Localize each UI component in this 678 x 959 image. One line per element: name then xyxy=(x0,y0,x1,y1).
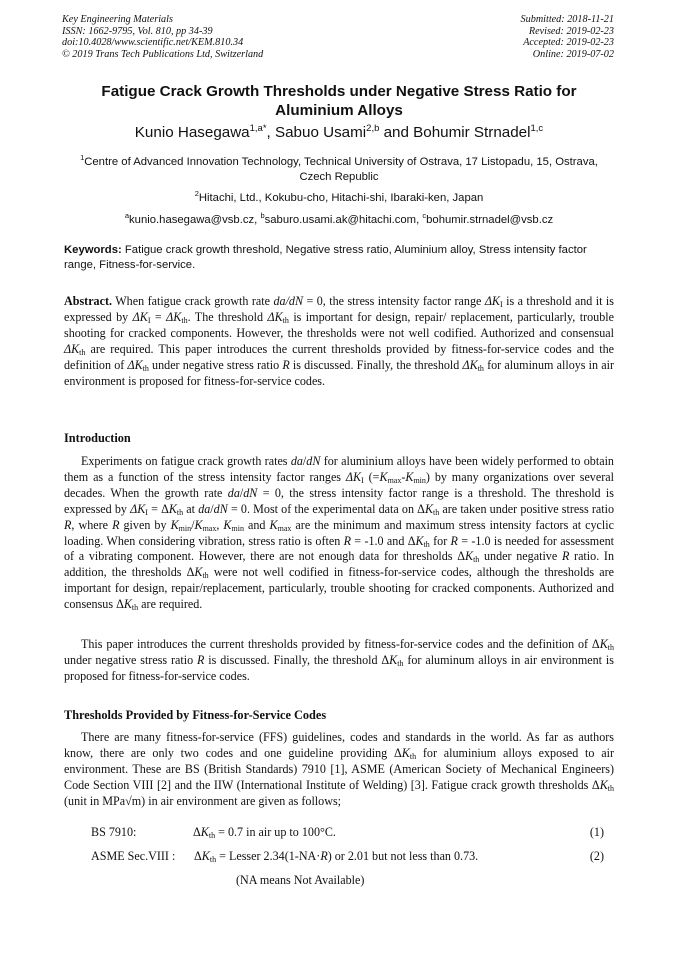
math-sub: th xyxy=(208,831,216,840)
math-sub: max xyxy=(202,523,217,533)
math-sub: min xyxy=(231,523,244,533)
math-var: ΔK xyxy=(127,357,143,372)
math-var: R xyxy=(561,549,570,564)
text-run: ratio. In addition, the thresholds Δ xyxy=(64,549,615,580)
math-var: K xyxy=(415,533,424,548)
math-var: K xyxy=(194,565,203,580)
keywords-label: Keywords: xyxy=(64,244,122,256)
text-run: - xyxy=(401,469,406,484)
math-var: K xyxy=(201,849,210,863)
text-run: = 0, the stress intensity factor range is a threshold. The threshold is expressed by xyxy=(64,485,614,516)
text-run: are the minimum and maximum stress intensity factors at cyclic loading. When considering vibration, stress ratio is often xyxy=(64,517,614,548)
text-run: were not well codified in fitness-for-service codes, although the thresholds are important for design, repair/replacement, particularly, trouble shooting for cracked components. Authorized and consensus Δ xyxy=(64,565,614,612)
author-separator: , xyxy=(266,124,275,142)
online-date: Online: 2019-07-02 xyxy=(532,48,614,60)
math-var: R xyxy=(64,517,72,532)
math-var: K xyxy=(269,517,278,532)
text-run: ) or 2.01 but not less than 0.73. xyxy=(327,849,479,863)
math-sub: th xyxy=(423,539,430,549)
math-symbol: Δ xyxy=(194,849,202,863)
email-address: bohumir.strnadel@vsb.cz xyxy=(426,213,554,226)
affiliation-mark: 1 xyxy=(80,153,85,162)
math-var: R xyxy=(197,652,205,667)
math-sub: th xyxy=(181,315,188,325)
text-run: / xyxy=(302,454,307,468)
math-sub: I xyxy=(361,475,364,485)
section-heading-introduction: Introduction xyxy=(64,431,131,445)
math-var: K xyxy=(123,597,132,612)
author-separator: and xyxy=(379,124,414,142)
math-symbol: Δ xyxy=(193,825,201,839)
email-address: saburo.usami.ak@hitachi.com, xyxy=(264,213,423,226)
journal-name: Key Engineering Materials xyxy=(62,14,173,25)
math-var: K xyxy=(599,637,608,651)
affiliation-2 xyxy=(66,186,612,206)
affiliation-text: Hitachi, Ltd., Kokubu-cho, Hitachi-shi, Ibaraki-ken, Japan xyxy=(198,191,484,204)
text-run: and xyxy=(243,517,270,532)
text-run: = Lesser 2.34(1-NA· xyxy=(216,849,321,863)
equation-note: (NA means Not Available) xyxy=(236,873,365,887)
keywords-text: Fatigue crack growth threshold, Negative stress ratio, Aluminium alloy, Stress intensity factor range, Fitness-for-service. xyxy=(64,244,587,271)
math-var: K xyxy=(401,745,410,760)
abstract-label: Abstract. xyxy=(64,294,113,308)
author-name: Bohumir Strnadel xyxy=(413,124,531,142)
text-run: for aluminum alloys in air environment is proposed for fitness-for-service codes. xyxy=(64,357,615,388)
math-var: R xyxy=(320,849,328,863)
math-var: da xyxy=(227,485,240,500)
abstract xyxy=(64,294,614,389)
math-sub: min xyxy=(413,475,426,485)
math-sub: th xyxy=(477,363,484,373)
text-run: = 0. Most of the experimental data on Δ xyxy=(227,501,425,516)
text-run: / xyxy=(191,517,195,532)
math-sub: th xyxy=(409,751,417,761)
email-mark: a xyxy=(124,211,130,220)
math-sub: th xyxy=(607,643,614,652)
email-mark: c xyxy=(422,211,427,220)
math-var: ΔK xyxy=(484,294,500,308)
text-run: under negative xyxy=(479,549,562,564)
math-sub: I xyxy=(145,507,148,517)
math-var: K xyxy=(168,501,177,516)
math-var: ΔK xyxy=(345,469,362,484)
math-var: ΔK xyxy=(462,357,478,372)
text-run: = 0, the stress intensity factor range xyxy=(303,294,485,308)
equation-2 xyxy=(194,849,478,864)
text-run: ) by many organizations over several decades. When the growth rate xyxy=(64,469,614,500)
math-var: K xyxy=(194,517,203,532)
math-var: R xyxy=(112,517,120,532)
math-var: K xyxy=(599,777,608,792)
math-var: R xyxy=(450,533,458,548)
introduction-paragraph-1 xyxy=(64,454,614,613)
math-sub: th xyxy=(142,363,149,373)
math-sub: th xyxy=(607,783,614,793)
math-var: R xyxy=(343,533,351,548)
math-var: ΔK xyxy=(166,309,182,324)
text-run: under negative stress ratio xyxy=(64,652,198,667)
math-var: dN xyxy=(213,501,228,516)
text-run: (= xyxy=(363,469,380,484)
affiliation-text: Centre of Advanced Innovation Technology, Technical University of Ostrava, 17 Listopadu, 15, Ostrava, Czech Republic xyxy=(84,155,598,183)
text-run: are required. This paper introduces the current thresholds provided by fitness-for-service codes and the definition of xyxy=(64,341,614,372)
author-list xyxy=(50,123,628,141)
equation-1 xyxy=(193,825,336,840)
math-sub: I xyxy=(500,300,503,309)
publication-dates-block xyxy=(521,14,614,60)
text-run: = -1.0 and Δ xyxy=(350,533,416,548)
text-run: , xyxy=(216,517,224,532)
math-var: K xyxy=(200,825,209,839)
equation-2-label: ASME Sec.VIII : xyxy=(91,849,176,863)
author-affiliation-mark: 1,a* xyxy=(249,123,267,134)
math-var: K xyxy=(464,549,474,564)
equation-1-number: (1) xyxy=(589,825,604,839)
author-affiliation-mark: 1,c xyxy=(530,123,544,134)
math-var: ΔK xyxy=(267,309,283,324)
affiliation-mark: 2 xyxy=(194,189,199,198)
text-run: is discussed. Finally, the threshold Δ xyxy=(204,652,390,667)
math-var: ΔK xyxy=(132,309,148,324)
equation-1-label: BS 7910: xyxy=(91,825,137,839)
author-name: Kunio Hasegawa xyxy=(134,124,250,142)
text-run: This paper introduces the current thresholds provided by fitness-for-service codes and the definition of Δ xyxy=(81,637,600,651)
math-var: K xyxy=(389,652,398,667)
math-var: K xyxy=(379,469,388,484)
text-run: When fatigue crack growth rate xyxy=(112,294,274,308)
math-sub: min xyxy=(178,523,192,533)
math-var: da xyxy=(290,454,303,468)
math-sub: th xyxy=(176,507,184,517)
math-sub: th xyxy=(209,855,217,864)
submitted-date: Submitted: 2018-11-21 xyxy=(520,14,614,25)
journal-doi: doi:10.4028/www.scientific.net/KEM.810.34 xyxy=(62,37,244,49)
text-run: (unit in MPa√m) in air environment are given as follows; xyxy=(64,793,342,808)
text-run: are taken under positive stress ratio xyxy=(439,501,614,516)
math-var: K xyxy=(223,517,232,532)
text-run: is a threshold and it is expressed by xyxy=(64,294,615,324)
math-sub: max xyxy=(387,475,402,485)
text-run: under negative stress ratio xyxy=(148,357,283,372)
text-run: are required. xyxy=(138,597,203,612)
text-run: = 0.7 in air up to 100°C. xyxy=(215,825,336,839)
text-run: . The threshold xyxy=(187,309,268,324)
journal-issn: ISSN: 1662-9795, Vol. 810, pp 34-39 xyxy=(62,25,213,37)
math-sub: th xyxy=(397,658,404,668)
math-sub: max xyxy=(277,523,292,533)
text-run: is discussed. Finally, the threshold xyxy=(289,357,463,372)
text-run: for aluminium alloys have been widely performed to obtain them as a function of the stress intensity factor ranges xyxy=(64,454,614,484)
math-sub: th xyxy=(433,507,440,517)
math-var: R xyxy=(282,357,290,372)
author-affiliation-mark: 2,b xyxy=(366,123,380,134)
section-heading-ffs-thresholds: Thresholds Provided by Fitness-for-Service Codes xyxy=(64,708,327,722)
text-run: Experiments on fatigue crack growth rates xyxy=(81,454,291,468)
text-run: , where xyxy=(71,517,113,532)
accepted-date: Accepted: 2019-02-23 xyxy=(523,37,614,49)
journal-info-block xyxy=(62,14,263,60)
journal-copyright: © 2019 Trans Tech Publications Ltd, Switzerland xyxy=(62,48,264,60)
ffs-paragraph xyxy=(64,730,614,810)
email-address: kunio.hasegawa@vsb.cz, xyxy=(129,213,261,226)
email-list xyxy=(66,208,612,228)
text-run: for aluminium alloys exposed to air environment. These are BS (British Standards) 7910 [1], ASME (American Society of Mechanical Engineers) Code Section VIII [2] and the IIW (International Institute of Welding) [3]. Fatigue crack growth thresholds Δ xyxy=(64,745,614,792)
text-run: for xyxy=(429,533,451,548)
revised-date: Revised: 2019-02-23 xyxy=(528,25,614,37)
text-run: at xyxy=(183,501,199,516)
text-run: is important for design, repair/ replacement, particularly, trouble shooting for cracked components. However, the thresholds were not well codified. Authorized and consensual xyxy=(64,309,615,340)
text-run: There are many fitness-for-service (FFS) guidelines, codes and standards in the world. As far as authors know, there are only two codes and one guideline providing Δ xyxy=(64,730,614,760)
text-run: given by xyxy=(119,517,171,532)
text-run: = xyxy=(150,309,167,324)
text-run: / xyxy=(210,501,214,516)
text-run: = Δ xyxy=(147,501,169,516)
math-sub: th xyxy=(473,555,480,565)
math-var: ΔK xyxy=(64,341,80,356)
author-name: Sabuo Usami xyxy=(274,124,367,142)
paper-title: Fatigue Crack Growth Thresholds under Negative Stress Ratio for Aluminium Alloys xyxy=(101,83,577,119)
text-run: / xyxy=(239,485,244,500)
email-mark: b xyxy=(260,211,265,220)
keywords xyxy=(64,243,616,273)
math-var: ΔK xyxy=(130,501,146,516)
math-sub: th xyxy=(282,315,289,325)
math-var: dN xyxy=(306,454,321,468)
text-run: for aluminum alloys in air environment is proposed for fitness-for-service codes. xyxy=(64,652,614,683)
math-var: da xyxy=(198,501,211,516)
math-var: K xyxy=(170,517,179,532)
affiliation-1 xyxy=(66,150,612,185)
math-sub: th xyxy=(131,603,139,613)
math-var: K xyxy=(405,469,414,484)
math-sub: I xyxy=(147,315,151,325)
math-sub: th xyxy=(202,571,209,581)
math-var: K xyxy=(424,501,434,516)
math-var: da/dN xyxy=(273,294,304,308)
introduction-paragraph-2 xyxy=(64,637,614,685)
math-sub: th xyxy=(79,347,86,357)
equation-2-number: (2) xyxy=(589,849,604,863)
text-run: = -1.0 is needed for assessment of a vibrating component. However, there are not enough data for thresholds Δ xyxy=(64,533,614,564)
math-var: dN xyxy=(243,485,258,500)
